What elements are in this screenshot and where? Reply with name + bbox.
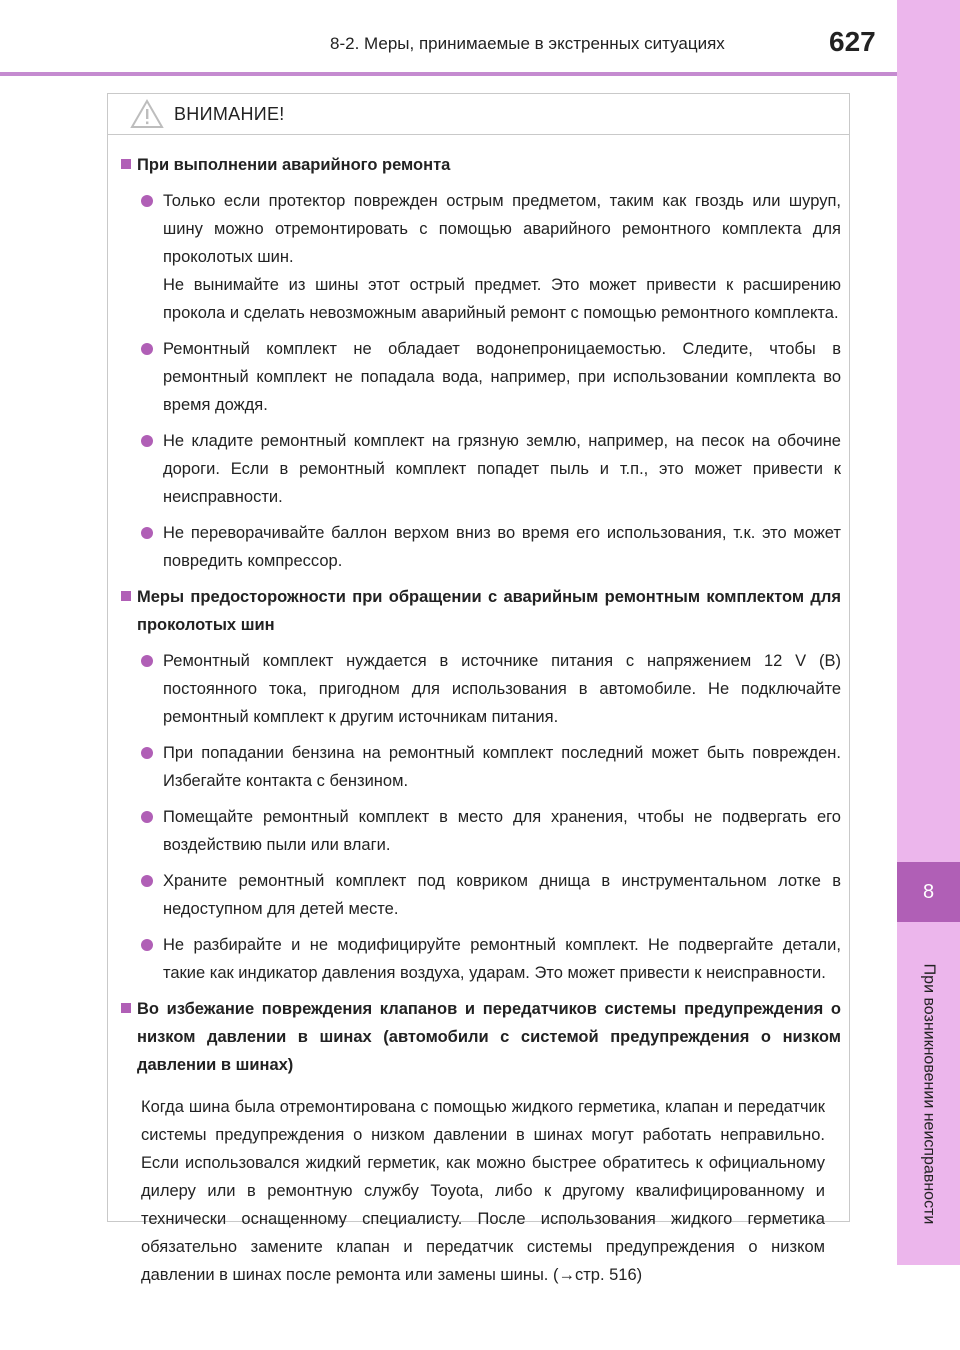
list-item-text: Ремонтный комплект нуждается в источнике питания с напряжением 12 V (В) постоянного тока, пригодном для использования в автомобиле. Не подключайте ремонтный комплект к другим источникам питания.	[163, 652, 841, 726]
list-item	[141, 739, 841, 795]
warning-header	[108, 94, 849, 135]
side-tab	[897, 0, 960, 862]
section-heading: Во избежание повреждения клапанов и передатчиков системы предупреждения о низком давлении в шинах (автомобили с системой предупреждения о низком давлении в шинах)	[121, 995, 841, 1079]
round-bullet-icon	[141, 343, 153, 355]
section-header-title: 8-2. Меры, принимаемые в экстренных ситуациях	[330, 34, 725, 53]
list-item-text: Ремонтный комплект не обладает водонепроницаемостью. Следите, чтобы в ремонтный комплект не попадала вода, например, при использовании комплекта во время дождя.	[163, 340, 841, 414]
round-bullet-icon	[141, 747, 153, 759]
list-item	[141, 335, 841, 419]
list-item	[141, 647, 841, 731]
page-number: 627	[829, 26, 876, 57]
warning-box	[107, 93, 850, 1284]
warning-triangle-icon	[130, 99, 164, 129]
list-item-text: Не вынимайте из шины этот острый предмет. Это может привести к расширению прокола и сделать невозможным аварийный ремонт с помощью ремонтного комплекта.	[163, 276, 841, 322]
list-item-text: При попадании бензина на ремонтный комплект последний может быть поврежден. Избегайте контакта с бензином.	[163, 744, 841, 790]
chapter-label: При возникновении неисправности	[920, 963, 938, 1224]
list-item-text: Не разбирайте и не модифицируйте ремонтный комплект. Не подвергайте детали, такие как индикатор давления воздуха, ударам. Это может привести к неисправности.	[163, 936, 841, 982]
round-bullet-icon	[141, 655, 153, 667]
header-rule	[0, 72, 897, 76]
list-item	[141, 427, 841, 511]
list-item	[141, 519, 841, 575]
section-heading: При выполнении аварийного ремонта	[121, 151, 841, 179]
list-item-text: Помещайте ремонтный комплект в место для хранения, чтобы не подвергать его воздействию пыли или влаги.	[163, 808, 841, 854]
round-bullet-icon	[141, 527, 153, 539]
list-item	[141, 187, 841, 327]
list-item-text: Не кладите ремонтный комплект на грязную землю, например, на песок на обочине дороги. Если в ремонтный комплект попадет пыль и т.п., это может привести к неисправности.	[163, 432, 841, 506]
round-bullet-icon	[141, 811, 153, 823]
round-bullet-icon	[141, 195, 153, 207]
list-item	[141, 931, 841, 987]
round-bullet-icon	[141, 875, 153, 887]
square-bullet-icon	[121, 1003, 131, 1013]
chapter-number: 8	[922, 880, 935, 903]
square-bullet-icon	[121, 159, 131, 169]
section-heading: Меры предосторожности при обращении с аварийным ремонтным комплектом для проколотых шин	[121, 583, 841, 639]
list-item	[141, 867, 841, 923]
warning-content	[108, 135, 849, 1289]
square-bullet-icon	[121, 591, 131, 601]
round-bullet-icon	[141, 435, 153, 447]
round-bullet-icon	[141, 939, 153, 951]
chapter-label-container	[897, 922, 960, 1265]
list-item-text: Только если протектор поврежден острым предметом, таким как гвоздь или шуруп, шину можно отремонтировать с помощью аварийного ремонтного комплекта для проколотых шин.	[163, 192, 841, 266]
chapter-number-tab	[897, 862, 960, 922]
list-item	[141, 803, 841, 859]
section-paragraph: Когда шина была отремонтирована с помощью жидкого герметика, клапан и передатчик системы предупреждения о низком давлении в шинах могут работать неправильно. Если использовался жидкий герметик, как можно быстрее обратитесь к официальному дилеру или в ремонтную службу Toyota, либо к другому квалифицированному и технически оснащенному специалисту. После использования жидкого герметика обязательно замените клапан и передатчик системы предупреждения о низком давлении в шинах после ремонта или замены шины. (→стр. 516)	[141, 1098, 825, 1284]
list-item-text: Храните ремонтный комплект под ковриком днища в инструментальном лотке в недоступном для детей месте.	[163, 872, 841, 918]
list-item-text: Не переворачивайте баллон верхом вниз во время его использования, т.к. это может повредить компрессор.	[163, 524, 841, 570]
warning-title: ВНИМАНИЕ!	[174, 103, 285, 124]
